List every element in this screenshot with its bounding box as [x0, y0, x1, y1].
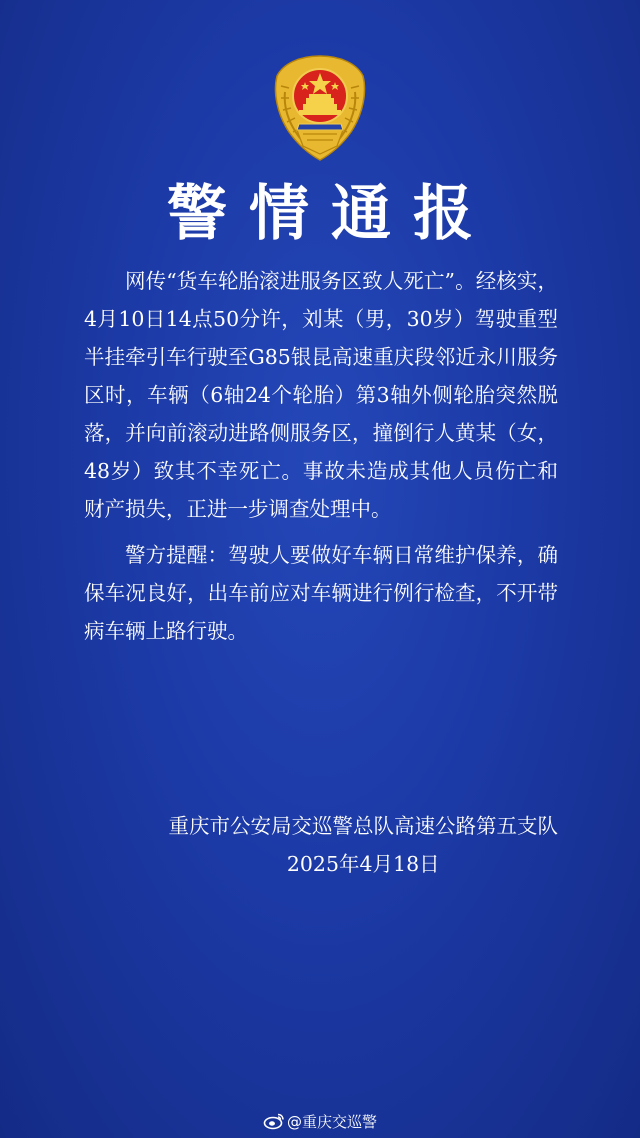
notice-body	[84, 262, 558, 650]
police-emblem-icon	[263, 52, 377, 164]
weibo-handle: @重庆交巡警	[286, 1113, 377, 1131]
notice-paragraph: 网传“货车轮胎滚进服务区致人死亡”。经核实，4月10日14点50分许，刘某（男，30岁）驾驶重型半挂牵引车行驶至G85银昆高速重庆段邻近永川服务区时，车辆（6轴24个轮胎）第3轴外侧轮胎突然脱落，并向前滚动进路侧服务区，撞倒行人黄某（女，48岁）致其不幸死亡。事故未造成其他人员伤亡和财产损失，正进一步调查处理中。	[84, 269, 558, 521]
notice-title: 警情通报	[167, 179, 495, 249]
weibo-icon	[263, 1112, 285, 1130]
issuing-organization: 重庆市公安局交巡警总队高速公路第五支队	[168, 814, 558, 838]
weibo-watermark	[0, 1110, 640, 1134]
police-reminder-paragraph: 警方提醒：驾驶人要做好车辆日常维护保养，确保车况良好，出车前应对车辆进行例行检查，不开带病车辆上路行驶。	[84, 543, 558, 643]
signature-block	[169, 807, 559, 883]
issue-date: 2025年4月18日	[286, 852, 440, 876]
